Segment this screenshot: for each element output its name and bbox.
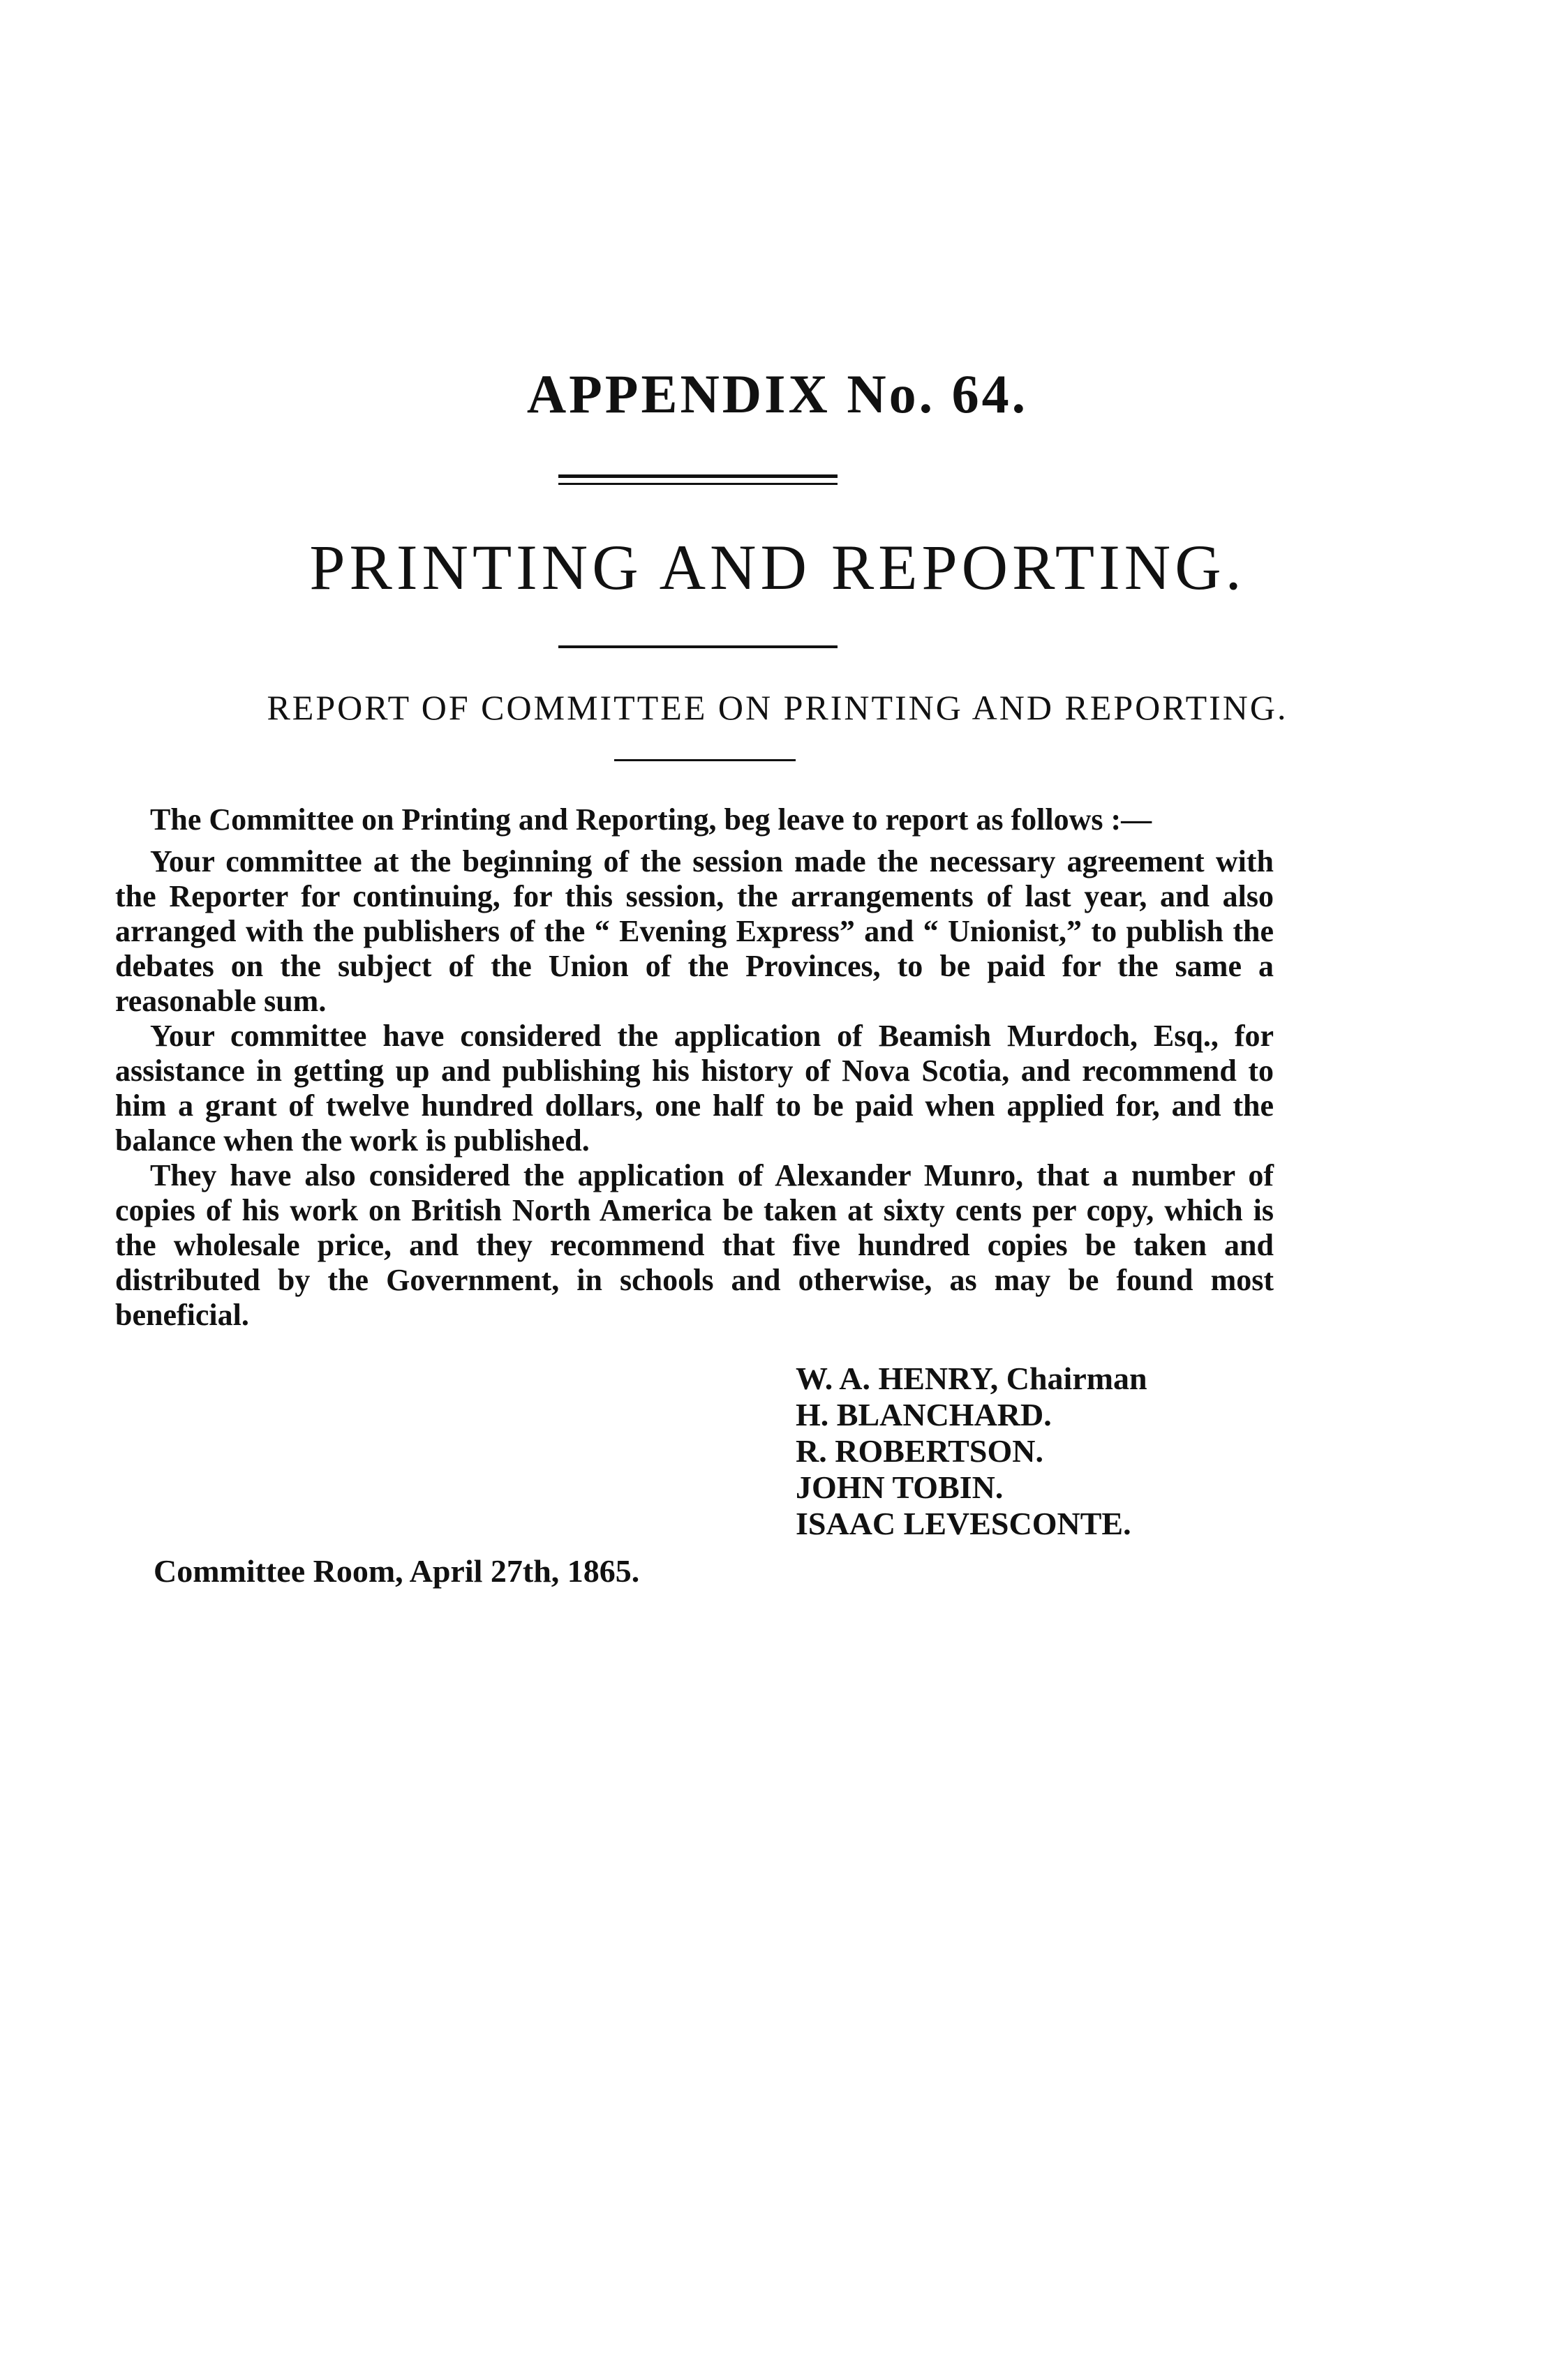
paragraph-express-unionist: Your committee at the beginning of the session made the necessary agreement with the Reporter for continuing, for this session, the arrangements of last year, and also arranged with the publishers of the “ Evening Express” and “ Unionist,” to publish the debates on the subject of the Union of the Provinces, to be paid for the same a reasonable sum.: [115, 844, 1274, 1018]
report-rule: [614, 759, 796, 761]
paragraph-munro: They have also considered the application of Alexander Munro, that a number of copies of his work on British North America be taken at sixty cents per copy, which is the wholesale price, and they recommend that five hundred copies be taken and distributed by the Government, in schools and otherwise, as may be found most beneficial.: [115, 1158, 1274, 1332]
place-date: Committee Room, April 27th, 1865.: [154, 1553, 640, 1589]
signatory-robertson: R. ROBERTSON.: [796, 1433, 1043, 1469]
title-rule: [558, 645, 838, 648]
signatory-blanchard: H. BLANCHARD.: [796, 1397, 1052, 1432]
double-rule-bottom: [558, 483, 838, 485]
main-title: PRINTING AND REPORTING.: [309, 532, 1246, 603]
appendix-heading: APPENDIX No. 64.: [526, 364, 1029, 424]
paragraph-murdoch: Your committee have considered the application of Beamish Murdoch, Esq., for assistance in getting up and publishing his history of Nova Scotia, and recommend to him a grant of twelve hundred dollars, one half to be paid when applied for, and the balance when the work is published.: [115, 1019, 1274, 1158]
report-body: [115, 802, 1274, 1333]
signatory-henry: W. A. HENRY, Chairman: [796, 1361, 1147, 1396]
signatory-tobin: JOHN TOBIN.: [796, 1469, 1004, 1505]
signatures-block: [796, 1361, 1147, 1542]
double-rule-top: [558, 474, 838, 478]
intro-line: The Committee on Printing and Reporting, beg leave to report as follows :—: [150, 802, 1152, 837]
report-title: REPORT OF COMMITTEE ON PRINTING AND REPORTING.: [267, 688, 1288, 727]
signatory-levesconte: ISAAC LEVESCONTE.: [796, 1506, 1131, 1541]
